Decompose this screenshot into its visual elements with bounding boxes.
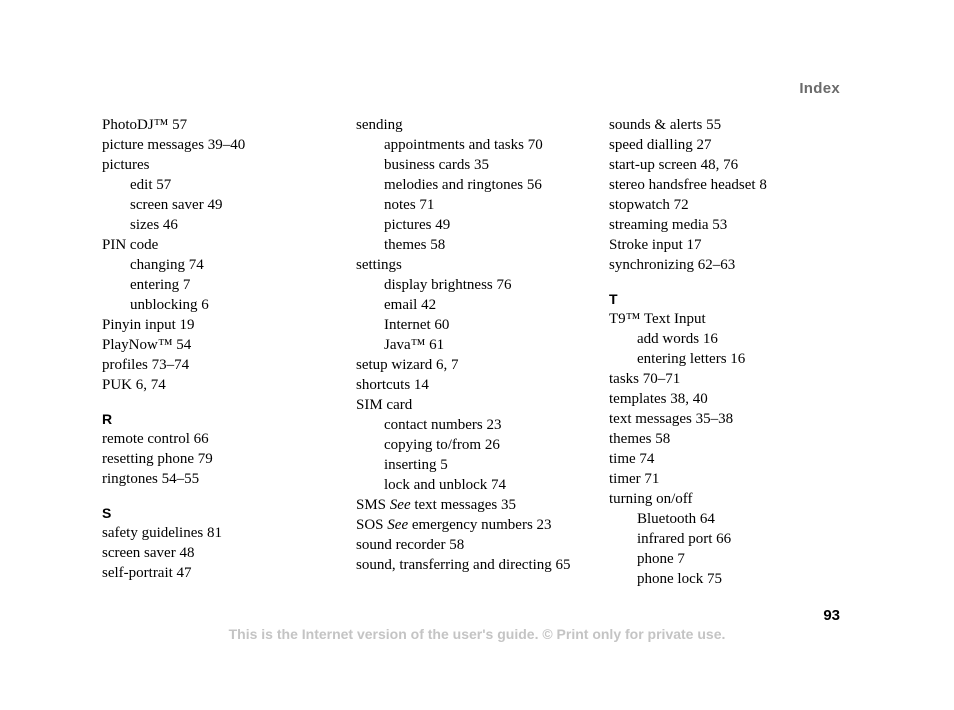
page-number: 93	[823, 607, 840, 624]
index-entry: speed dialling 27	[609, 137, 712, 153]
index-entry: settings	[356, 257, 402, 273]
index-entry: PlayNow™ 54	[102, 337, 192, 353]
index-entry: text messages 35–38	[609, 411, 734, 427]
index-subentry: Internet 60	[384, 317, 450, 333]
see-target: emergency numbers 23	[411, 517, 552, 533]
index-entry: self-portrait 47	[102, 565, 192, 581]
index-entry: Pinyin input 19	[102, 317, 195, 333]
index-entry: templates 38, 40	[609, 391, 708, 407]
index-entry: T9™ Text Input	[609, 311, 706, 327]
index-entry: stereo handsfree headset 8	[609, 177, 767, 193]
see-reference: See	[387, 517, 409, 533]
index-entry: sound recorder 58	[356, 537, 465, 553]
index-subentry: notes 71	[384, 197, 435, 213]
index-entry: safety guidelines 81	[102, 525, 222, 541]
index-subentry: appointments and tasks 70	[384, 137, 543, 153]
index-letter-heading: R	[102, 411, 113, 427]
index-entry	[356, 515, 601, 535]
index-entry: SIM card	[356, 397, 413, 413]
see-reference: See	[389, 497, 411, 513]
index-subentry: phone 7	[637, 551, 685, 567]
index-subentry: infrared port 66	[637, 531, 732, 547]
index-entry: screen saver 48	[102, 545, 195, 561]
index-letter-heading: T	[609, 291, 618, 307]
index-entry: synchronizing 62–63	[609, 257, 736, 273]
index-subentry: Java™ 61	[384, 337, 445, 353]
footer-note: This is the Internet version of the user's guide. © Print only for private use.	[228, 626, 726, 642]
index-entry: sounds & alerts 55	[609, 117, 722, 133]
index-entry: streaming media 53	[609, 217, 728, 233]
index-subentry: themes 58	[384, 237, 446, 253]
index-entry: resetting phone 79	[102, 451, 213, 467]
index-entry: pictures	[102, 157, 150, 173]
index-column-3	[609, 115, 839, 589]
index-entry: time 74	[609, 451, 655, 467]
see-target: text messages 35	[414, 497, 517, 513]
index-subentry: contact numbers 23	[384, 417, 502, 433]
section-header: Index	[799, 80, 840, 97]
index-entry: themes 58	[609, 431, 671, 447]
index-entry: shortcuts 14	[356, 377, 429, 393]
index-entry: stopwatch 72	[609, 197, 689, 213]
index-entry: timer 71	[609, 471, 660, 487]
index-entry: setup wizard 6, 7	[356, 357, 459, 373]
index-subentry: business cards 35	[384, 157, 489, 173]
index-entry: ringtones 54–55	[102, 471, 200, 487]
index-entry: PUK 6, 74	[102, 377, 166, 393]
index-subentry: melodies and ringtones 56	[384, 177, 542, 193]
index-entry: sound, transferring and directing 65	[356, 557, 571, 573]
index-entry: PhotoDJ™ 57	[102, 117, 188, 133]
index-subentry: entering letters 16	[637, 351, 746, 367]
index-subentry: unblocking 6	[130, 297, 209, 313]
index-subentry: changing 74	[130, 257, 204, 273]
index-entry: Stroke input 17	[609, 237, 702, 253]
index-entry: PIN code	[102, 237, 159, 253]
index-entry	[356, 495, 601, 515]
index-column-1	[102, 115, 342, 583]
index-subentry: inserting 5	[384, 457, 448, 473]
index-subentry: display brightness 76	[384, 277, 512, 293]
index-entry: profiles 73–74	[102, 357, 190, 373]
index-subentry: edit 57	[130, 177, 172, 193]
entry-term: SMS	[356, 497, 387, 513]
index-subentry: Bluetooth 64	[637, 511, 715, 527]
index-subentry: entering 7	[130, 277, 191, 293]
index-subentry: phone lock 75	[637, 571, 722, 587]
index-subentry: pictures 49	[384, 217, 451, 233]
index-entry: sending	[356, 117, 403, 133]
index-column-2	[356, 115, 601, 575]
entry-term: SOS	[356, 517, 384, 533]
index-subentry: screen saver 49	[130, 197, 223, 213]
index-entry: remote control 66	[102, 431, 209, 447]
index-subentry: add words 16	[637, 331, 718, 347]
index-subentry: sizes 46	[130, 217, 178, 233]
index-subentry: email 42	[384, 297, 437, 313]
index-subentry: copying to/from 26	[384, 437, 500, 453]
index-letter-heading: S	[102, 505, 112, 521]
index-entry: turning on/off	[609, 491, 693, 507]
index-entry: picture messages 39–40	[102, 137, 246, 153]
index-entry: tasks 70–71	[609, 371, 681, 387]
index-entry: start-up screen 48, 76	[609, 157, 739, 173]
index-subentry: lock and unblock 74	[384, 477, 507, 493]
